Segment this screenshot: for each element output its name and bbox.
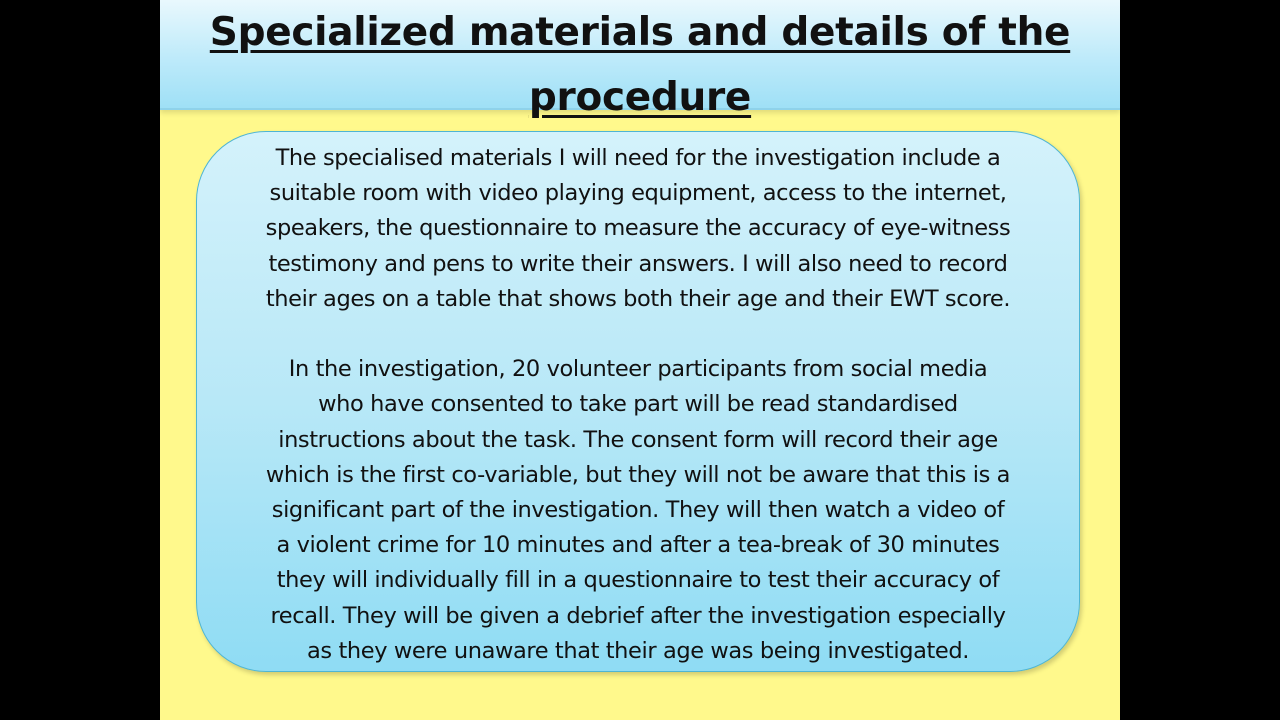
paragraph-line: who have consented to take part will be read standardised (318, 391, 958, 418)
paragraph-line: In the investigation, 20 volunteer participants from social media (288, 356, 988, 383)
paragraph-line: The specialised materials I will need for the investigation include a (275, 145, 1001, 171)
materials-paragraph (225, 141, 1051, 317)
paragraph-line: testimony and pens to write their answers. I will also need to record (268, 250, 1008, 277)
paragraph-line: instructions about the task. The consent form will record their age (278, 426, 998, 453)
paragraph-line: recall. They will be given a debrief after the investigation especially (270, 602, 1006, 629)
paragraph-line: a violent crime for 10 minutes and after a tea-break of 30 minutes (276, 532, 1000, 559)
paragraph-line: they will individually fill in a questionnaire to test their accuracy of (276, 567, 1000, 594)
slide (160, 0, 1120, 720)
paragraph-line: speakers, the questionnaire to measure the accuracy of eye-witness (265, 215, 1011, 242)
paragraph-line: their ages on a table that shows both their age and their EWT score. (265, 285, 1011, 312)
content-box (196, 131, 1080, 672)
paragraph-line: which is the first co-variable, but they will not be aware that this is a (265, 461, 1011, 488)
paragraph-line: as they were unaware that their age was being investigated. (307, 637, 969, 664)
paragraph-line: suitable room with video playing equipment, access to the internet, (269, 180, 1007, 207)
slide-title: Specialized materials and details of the procedure (209, 10, 1071, 120)
paragraph-line: significant part of the investigation. They will then watch a video of (271, 497, 1005, 524)
procedure-paragraph (225, 352, 1051, 669)
title-bar (160, 0, 1120, 120)
